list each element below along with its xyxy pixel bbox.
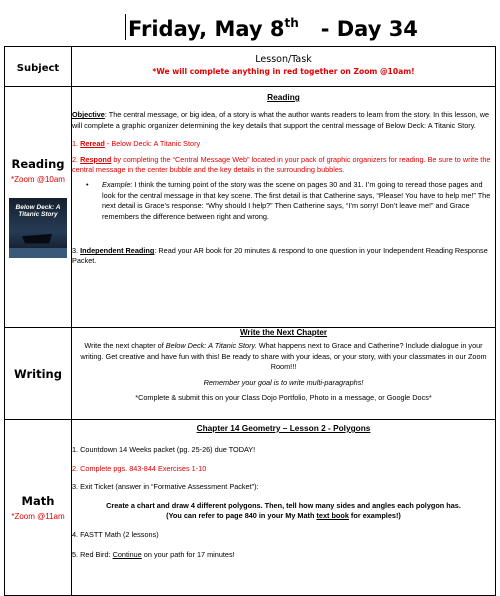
- reading-row: [5, 87, 496, 328]
- step-2-label: Respond: [80, 154, 112, 164]
- step-1-label: Reread: [80, 139, 105, 149]
- title-date: Friday, May 8: [128, 17, 285, 41]
- writing-row: [5, 328, 496, 420]
- ship-icon: [22, 232, 52, 244]
- writing-book-title: Below Deck: A Titanic Story.: [165, 341, 257, 351]
- example-text: I think the turning point of the story was the scene on pages 30 and 31. I’m going to reread those pages and look for the central message in that key scene. The first detail is that Catherine says, “Please! You have to help me!” The next detail is Grace’s response: “Why should I help?” Then Catherine says, “I’m sorry! Don’t leave me!” and Grace remembers the difference between right and wrong.: [102, 180, 491, 221]
- reading-step-3: [72, 246, 495, 267]
- book-cover-title: Below Deck: A Titanic Story: [15, 203, 61, 218]
- reading-zoom-time: *Zoom @10am: [11, 174, 65, 184]
- math-subject: Math: [21, 494, 55, 508]
- step-3-text: : Read your AR book for 20 minutes & respond to one question in your Independent Reading Response Packet.: [72, 246, 488, 266]
- math-task-line-2: [72, 511, 495, 521]
- schedule-table: [4, 46, 496, 596]
- text-book-link[interactable]: text book: [316, 511, 349, 521]
- step-1-text: - Below Deck: A Titanic Story: [104, 139, 201, 149]
- step-1-number: 1.: [72, 139, 81, 149]
- math-exit-ticket-task: [72, 501, 495, 522]
- reading-lesson-cell: [72, 87, 496, 328]
- math-zoom-time: *Zoom @11am: [11, 512, 65, 521]
- math-item-2: 2. Complete pgs. 843-844 Exercises 1-10: [72, 463, 207, 473]
- step-3-number: 3.: [72, 246, 81, 256]
- math-heading: Chapter 14 Geometry – Lesson 2 - Polygons: [196, 423, 371, 433]
- objective-label: Objective: [72, 110, 105, 120]
- zoom-note: *We will complete anything in red together on Zoom @10am!: [152, 67, 415, 76]
- writing-lesson-cell: [72, 328, 496, 420]
- math-item-4: 4. FASTT Math (2 lessons): [72, 530, 159, 540]
- math-row: [5, 420, 496, 596]
- reading-step-1: [72, 139, 495, 149]
- reading-example: [72, 180, 495, 222]
- reading-heading: Reading: [267, 92, 300, 102]
- writing-subject-cell: [5, 328, 72, 420]
- writing-prompt-b: What happens next to Grace and Catherine? Include dialogue in your writing. Get creative and have fun with this! Be ready to share with your ideas, or your story, with your classmates in our Zoom Room!!!: [80, 341, 487, 372]
- math-item-5-b: on your path for 17 minutes!: [141, 549, 235, 559]
- writing-submit-note: *Complete & submit this on your Class Dojo Portfolio, Photo in a message, or Google Docs*: [135, 393, 432, 403]
- reading-subject-cell: [5, 87, 72, 328]
- table-header-row: [5, 47, 496, 87]
- reading-subject: Reading: [11, 156, 65, 171]
- lesson-header: Lesson/Task: [255, 54, 312, 65]
- page-title: [125, 14, 418, 48]
- step-3-label: Independent Reading: [80, 246, 155, 256]
- math-item-3: 3. Exit Ticket (answer in “Formative Assessment Packet”):: [72, 482, 259, 492]
- step-2-text: by completing the “Central Message Web” located in your pack of graphic organizers for reading. Be sure to write the central message in the center bubble and the key details in the surrounding bubbles.: [72, 154, 491, 175]
- title-day: - Day 34: [298, 17, 418, 41]
- text-cursor: [125, 14, 126, 40]
- objective-text: : The central message, or big idea, of a story is what the author wants readers to learn from the story. In this lesson, we will complete a graphic organizer determining the key details that support the central message of Below Deck: A Titanic Story.: [72, 110, 490, 130]
- math-task-line-2a: (You can refer to page 840 in your My Math: [166, 511, 317, 521]
- continue-link[interactable]: Continue: [112, 549, 142, 559]
- math-task-line-2b: for examples!): [348, 511, 401, 521]
- math-lesson-cell: [72, 420, 496, 596]
- writing-heading: Write the Next Chapter: [239, 328, 328, 337]
- math-item-1: 1. Countdown 14 Weeks packet (pg. 25-26) due TODAY!: [72, 445, 256, 455]
- writing-prompt-a: Write the next chapter of: [84, 341, 166, 351]
- math-item-5-a: 5. Red Bird:: [72, 549, 113, 559]
- math-task-line-1: Create a chart and draw 4 different polygons. Then, tell how many sides and angles each polygon has.: [106, 500, 461, 510]
- reading-objective: [72, 110, 495, 131]
- example-label: Example:: [102, 180, 133, 190]
- subject-header: Subject: [16, 62, 60, 74]
- writing-subject: Writing: [14, 366, 62, 381]
- reading-step-2: [72, 155, 495, 176]
- subject-header-cell: [5, 47, 72, 87]
- writing-prompt: [72, 341, 495, 372]
- title-date-suffix: th: [284, 16, 299, 30]
- math-subject-cell: [5, 420, 72, 596]
- math-item-5: [72, 550, 495, 560]
- book-cover-image: [9, 198, 67, 258]
- writing-goal: Remember your goal is to write multi-paragraphs!: [203, 377, 364, 387]
- step-2-number: 2.: [72, 154, 81, 164]
- lesson-header-cell: [72, 47, 496, 87]
- iceberg-icon: [9, 248, 67, 258]
